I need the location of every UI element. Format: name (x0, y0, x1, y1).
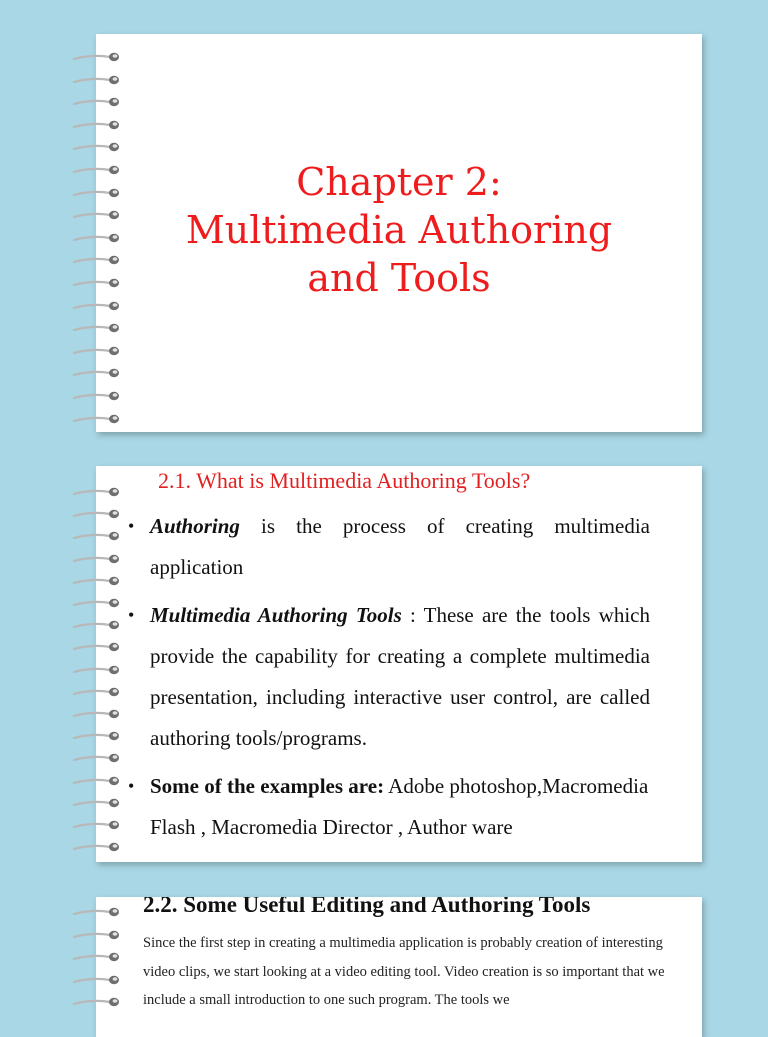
bullet-term: Authoring (150, 514, 240, 538)
title-line-1: Chapter 2: (296, 160, 502, 204)
spiral-binding-ring-icon (72, 950, 126, 962)
spiral-binding-ring-icon (72, 50, 126, 62)
spiral-binding-ring-icon (72, 552, 126, 564)
intro-paragraph: Since the first step in creating a multimedia application is probably creation of interesting video clips, we start looking at a video editing tool. Video creation is so important that we include a small introduction to one such program. The tools we (143, 935, 665, 1008)
spiral-binding-ring-icon (72, 928, 126, 940)
spiral-binding-ring-icon (72, 253, 126, 265)
title-line-3: and Tools (307, 256, 491, 300)
bullet-dot-icon: • (128, 516, 135, 536)
bullet-dot-icon: • (128, 605, 135, 625)
bullet-item-authoring (126, 506, 650, 588)
spiral-binding-3 (72, 905, 126, 1024)
spiral-binding-ring-icon (72, 640, 126, 652)
spiral-binding-ring-icon (72, 507, 126, 519)
definition-slide (96, 466, 702, 862)
spiral-binding-ring-icon (72, 529, 126, 541)
spiral-binding-ring-icon (72, 231, 126, 243)
spiral-binding-ring-icon (72, 995, 126, 1007)
spiral-binding-ring-icon (72, 751, 126, 763)
spiral-binding-ring-icon (72, 321, 126, 333)
spiral-binding-ring-icon (72, 366, 126, 378)
spiral-binding-2 (72, 485, 126, 860)
spiral-binding-ring-icon (72, 707, 126, 719)
tools-slide (96, 897, 702, 1037)
bullet-text: is the process of creating multimedia application (150, 514, 650, 579)
spiral-binding-ring-icon (72, 140, 126, 152)
chapter-title (96, 158, 702, 302)
title-slide (96, 34, 702, 432)
spiral-binding-ring-icon (72, 276, 126, 288)
spiral-binding-ring-icon (72, 95, 126, 107)
spiral-binding-ring-icon (72, 299, 126, 311)
bullet-dot-icon: • (128, 776, 135, 796)
spiral-binding-ring-icon (72, 118, 126, 130)
spiral-binding-ring-icon (72, 73, 126, 85)
spiral-binding-ring-icon (72, 389, 126, 401)
spiral-binding-ring-icon (72, 412, 126, 424)
bullet-list (126, 506, 650, 855)
spiral-binding-ring-icon (72, 574, 126, 586)
spiral-binding-ring-icon (72, 663, 126, 675)
spiral-binding-ring-icon (72, 729, 126, 741)
spiral-binding-ring-icon (72, 905, 126, 917)
bullet-item-examples (126, 766, 682, 848)
spiral-binding-ring-icon (72, 163, 126, 175)
spiral-binding-ring-icon (72, 485, 126, 497)
spiral-binding-ring-icon (72, 618, 126, 630)
section-heading-2-2: 2.2. Some Useful Editing and Authoring Tools (143, 897, 591, 917)
section-heading-2-1: 2.1. What is Multimedia Authoring Tools? (158, 468, 531, 493)
spiral-binding-ring-icon (72, 973, 126, 985)
spiral-binding-ring-icon (72, 208, 126, 220)
spiral-binding-ring-icon (72, 596, 126, 608)
spiral-binding-ring-icon (72, 344, 126, 356)
bullet-text: Adobe photoshop,Macromedia Flash , Macromedia Director , Author ware (150, 774, 649, 839)
spiral-binding-ring-icon (72, 774, 126, 786)
spiral-binding-ring-icon (72, 796, 126, 808)
bullet-text: : These are the tools which provide the capability for creating a complete multimedia presentation, including interactive user control, are called authoring tools/programs. (150, 603, 650, 750)
spiral-binding-ring-icon (72, 685, 126, 697)
spiral-binding-ring-icon (72, 840, 126, 852)
title-line-2: Multimedia Authoring (185, 208, 613, 252)
bullet-term: Multimedia Authoring Tools (150, 603, 402, 627)
bullet-lead: Some of the examples are: (150, 774, 385, 798)
spiral-binding-ring-icon (72, 186, 126, 198)
spiral-binding-ring-icon (72, 818, 126, 830)
bullet-item-tools (126, 595, 650, 759)
spiral-binding-1 (72, 50, 126, 430)
